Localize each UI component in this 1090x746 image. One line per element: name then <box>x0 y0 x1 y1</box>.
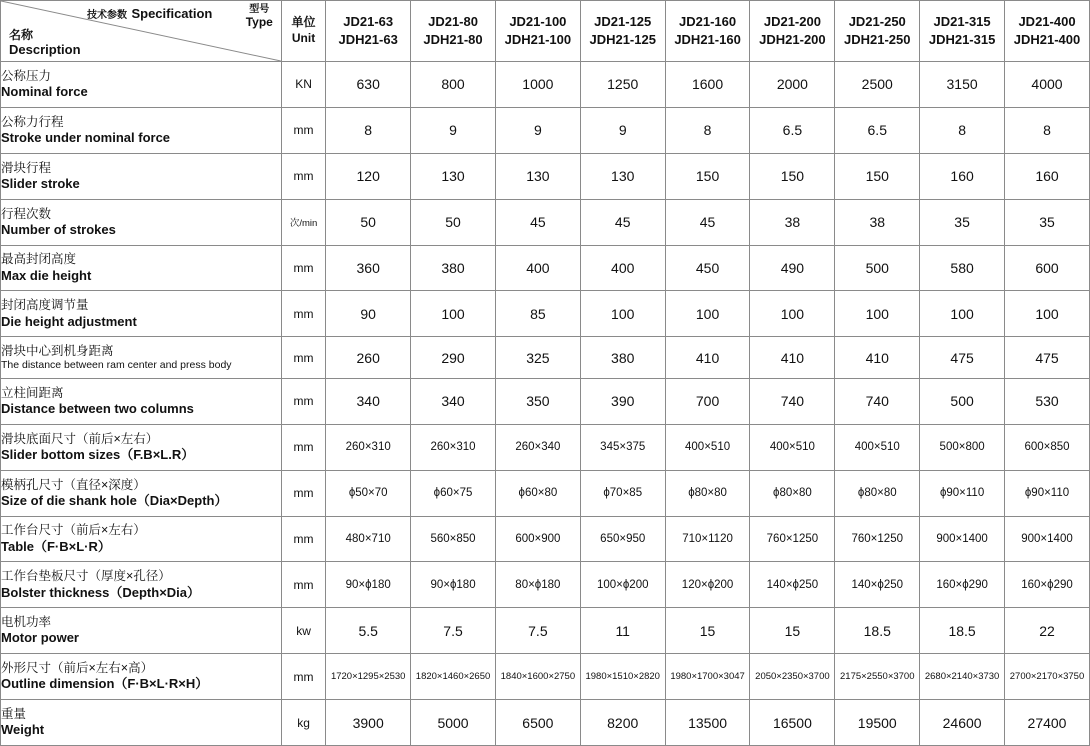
row-13-value-8: 18.5 <box>920 608 1005 654</box>
row-9-description-cn: 滑块底面尺寸（前后×左右） <box>1 431 159 446</box>
header-model-6 <box>750 1 835 62</box>
row-8-value-5: 700 <box>665 378 750 424</box>
row-12-value-2: 90×ϕ180 <box>411 562 496 608</box>
row-9-value-1: 260×310 <box>326 424 411 470</box>
row-2-value-7: 6.5 <box>835 107 920 153</box>
row-2-description-cn: 公称力行程 <box>1 114 64 129</box>
header-description-en: Description <box>9 42 81 58</box>
row-5-value-5: 450 <box>665 245 750 291</box>
row-12-value-4: 100×ϕ200 <box>580 562 665 608</box>
row-4-description <box>1 199 282 245</box>
row-11-value-9: 900×1400 <box>1005 516 1090 562</box>
row-11-description <box>1 516 282 562</box>
row-10-value-3: ϕ60×80 <box>495 470 580 516</box>
row-7-value-4: 380 <box>580 337 665 379</box>
row-12-description <box>1 562 282 608</box>
row-3-value-4: 130 <box>580 153 665 199</box>
row-10-value-4: ϕ70×85 <box>580 470 665 516</box>
row-5-value-7: 500 <box>835 245 920 291</box>
row-9-value-8: 500×800 <box>920 424 1005 470</box>
row-15-value-2: 5000 <box>411 700 496 746</box>
row-2-value-3: 9 <box>495 107 580 153</box>
row-11-value-4: 650×950 <box>580 516 665 562</box>
row-12-value-6: 140×ϕ250 <box>750 562 835 608</box>
row-2-unit: mm <box>281 107 325 153</box>
row-13-value-1: 5.5 <box>326 608 411 654</box>
header-model-1-line1: JD21-63 <box>343 14 394 30</box>
row-10-value-8: ϕ90×110 <box>920 470 1005 516</box>
row-8-value-8: 500 <box>920 378 1005 424</box>
header-model-8-line1: JD21-315 <box>933 14 991 30</box>
row-10-value-7: ϕ80×80 <box>835 470 920 516</box>
row-5-unit: mm <box>281 245 325 291</box>
row-10-description-en: Size of die shank hole（Dia×Depth） <box>1 492 228 508</box>
row-6-value-9: 100 <box>1005 291 1090 337</box>
row-8-value-1: 340 <box>326 378 411 424</box>
row-15-value-7: 19500 <box>835 700 920 746</box>
header-description-cell <box>1 1 282 62</box>
header-unit-en: Unit <box>291 31 316 45</box>
row-11-description-cn: 工作台尺寸（前后×左右） <box>1 523 146 538</box>
header-model-1-line2: JDH21-63 <box>338 32 398 47</box>
row-2-description <box>1 107 282 153</box>
row-6-value-6: 100 <box>750 291 835 337</box>
row-5-value-3: 400 <box>495 245 580 291</box>
table-header-row <box>1 1 1090 62</box>
row-1-value-6: 2000 <box>750 62 835 108</box>
header-type-en: Type <box>245 14 273 29</box>
row-6-value-3: 85 <box>495 291 580 337</box>
header-model-9 <box>1005 1 1090 62</box>
header-model-4 <box>580 1 665 62</box>
row-11-value-5: 710×1120 <box>665 516 750 562</box>
row-4-value-8: 35 <box>920 199 1005 245</box>
row-13-value-7: 18.5 <box>835 608 920 654</box>
row-6-unit: mm <box>281 291 325 337</box>
row-12-value-7: 140×ϕ250 <box>835 562 920 608</box>
row-6-value-1: 90 <box>326 291 411 337</box>
row-14-value-7: 2175×2550×3700 <box>835 654 920 700</box>
row-2-value-2: 9 <box>411 107 496 153</box>
header-model-2-line1: JD21-80 <box>428 14 478 30</box>
row-2-value-1: 8 <box>326 107 411 153</box>
row-3-description-en: Slider stroke <box>1 175 80 191</box>
row-2-value-5: 8 <box>665 107 750 153</box>
row-5-description <box>1 245 282 291</box>
table-row <box>1 199 1090 245</box>
row-1-description <box>1 62 282 108</box>
row-14-value-8: 2680×2140×3730 <box>920 654 1005 700</box>
row-14-unit: mm <box>281 654 325 700</box>
row-15-value-3: 6500 <box>495 700 580 746</box>
row-15-description <box>1 700 282 746</box>
table-row <box>1 337 1090 379</box>
table-row <box>1 107 1090 153</box>
row-10-unit: mm <box>281 470 325 516</box>
row-13-unit: kw <box>281 608 325 654</box>
row-15-unit: kg <box>281 700 325 746</box>
row-2-description-en: Stroke under nominal force <box>1 130 171 146</box>
row-10-value-2: ϕ60×75 <box>411 470 496 516</box>
row-9-unit: mm <box>281 424 325 470</box>
row-13-value-9: 22 <box>1005 608 1090 654</box>
row-10-description-cn: 模柄孔尺寸（直径×深度） <box>1 477 146 492</box>
row-14-value-6: 2050×2350×3700 <box>750 654 835 700</box>
row-3-value-7: 150 <box>835 153 920 199</box>
row-7-value-5: 410 <box>665 337 750 379</box>
header-type-label <box>246 4 273 29</box>
row-7-value-2: 290 <box>411 337 496 379</box>
row-14-value-4: 1980×1510×2820 <box>580 654 665 700</box>
row-1-description-en: Nominal force <box>1 84 88 100</box>
header-model-4-line2: JDH21-125 <box>589 32 656 47</box>
header-model-5 <box>665 1 750 62</box>
row-6-value-4: 100 <box>580 291 665 337</box>
row-15-value-8: 24600 <box>920 700 1005 746</box>
row-3-value-2: 130 <box>411 153 496 199</box>
row-11-value-1: 480×710 <box>326 516 411 562</box>
row-13-value-3: 7.5 <box>495 608 580 654</box>
row-7-description-en: The distance between ram center and press body <box>1 358 232 371</box>
row-1-value-4: 1250 <box>580 62 665 108</box>
row-9-value-9: 600×850 <box>1005 424 1090 470</box>
header-description-cn: 名称 <box>9 28 34 43</box>
header-model-5-line1: JD21-160 <box>679 14 737 30</box>
row-5-value-6: 490 <box>750 245 835 291</box>
row-9-value-3: 260×340 <box>495 424 580 470</box>
table-row <box>1 700 1090 746</box>
row-9-description-en: Slider bottom sizes（F.B×L.R） <box>1 446 195 462</box>
row-7-value-6: 410 <box>750 337 835 379</box>
row-8-value-7: 740 <box>835 378 920 424</box>
row-13-value-4: 11 <box>580 608 665 654</box>
header-unit-cell <box>281 1 325 62</box>
row-4-unit: 次/min <box>281 199 325 245</box>
row-15-description-cn: 重量 <box>1 706 27 721</box>
row-12-description-cn: 工作台垫板尺寸（厚度×孔径） <box>1 569 171 584</box>
row-4-value-9: 35 <box>1005 199 1090 245</box>
row-11-unit: mm <box>281 516 325 562</box>
row-7-value-1: 260 <box>326 337 411 379</box>
row-11-description-en: Table（F·B×L·R） <box>1 538 111 554</box>
table-row <box>1 424 1090 470</box>
header-model-3-line1: JD21-100 <box>509 14 567 30</box>
row-2-value-9: 8 <box>1005 107 1090 153</box>
row-12-value-1: 90×ϕ180 <box>326 562 411 608</box>
row-1-value-8: 3150 <box>920 62 1005 108</box>
row-10-description <box>1 470 282 516</box>
row-6-value-5: 100 <box>665 291 750 337</box>
row-1-value-7: 2500 <box>835 62 920 108</box>
row-6-value-7: 100 <box>835 291 920 337</box>
row-1-description-cn: 公称压力 <box>1 68 52 83</box>
header-model-6-line1: JD21-200 <box>763 14 821 30</box>
row-14-value-9: 2700×2170×3750 <box>1005 654 1090 700</box>
row-8-value-9: 530 <box>1005 378 1090 424</box>
table-row <box>1 470 1090 516</box>
row-5-value-8: 580 <box>920 245 1005 291</box>
table-row <box>1 608 1090 654</box>
row-3-value-9: 160 <box>1005 153 1090 199</box>
row-11-value-2: 560×850 <box>411 516 496 562</box>
row-6-description <box>1 291 282 337</box>
header-model-4-line1: JD21-125 <box>594 14 652 30</box>
row-4-description-cn: 行程次数 <box>1 206 52 221</box>
row-12-value-9: 160×ϕ290 <box>1005 562 1090 608</box>
table-row <box>1 562 1090 608</box>
row-13-description-cn: 电机功率 <box>1 615 52 630</box>
row-6-description-en: Die height adjustment <box>1 313 137 329</box>
table-row <box>1 62 1090 108</box>
row-5-value-9: 600 <box>1005 245 1090 291</box>
row-3-value-6: 150 <box>750 153 835 199</box>
header-model-9-line1: JD21-400 <box>1018 14 1076 30</box>
row-15-value-1: 3900 <box>326 700 411 746</box>
header-type-cn: 型号 <box>249 4 270 15</box>
row-3-description <box>1 153 282 199</box>
row-1-value-3: 1000 <box>495 62 580 108</box>
header-model-5-line2: JDH21-160 <box>674 32 741 47</box>
row-1-value-9: 4000 <box>1005 62 1090 108</box>
row-9-value-4: 345×375 <box>580 424 665 470</box>
header-model-7-line2: JDH21-250 <box>844 32 911 47</box>
row-15-value-9: 27400 <box>1005 700 1090 746</box>
row-4-value-7: 38 <box>835 199 920 245</box>
row-10-value-1: ϕ50×70 <box>326 470 411 516</box>
row-12-value-8: 160×ϕ290 <box>920 562 1005 608</box>
row-7-description-cn: 滑块中心到机身距离 <box>1 343 114 358</box>
row-11-value-7: 760×1250 <box>835 516 920 562</box>
row-14-value-3: 1840×1600×2750 <box>495 654 580 700</box>
header-model-1 <box>326 1 411 62</box>
row-12-description-en: Bolster thickness（Depth×Dia） <box>1 584 201 600</box>
row-4-value-6: 38 <box>750 199 835 245</box>
header-model-6-line2: JDH21-200 <box>759 32 826 47</box>
row-4-value-3: 45 <box>495 199 580 245</box>
header-specification-cn: 技术参数 <box>87 10 127 21</box>
row-15-value-5: 13500 <box>665 700 750 746</box>
row-4-value-4: 45 <box>580 199 665 245</box>
row-14-description-en: Outline dimension（F·B×L·R×H） <box>1 676 209 692</box>
row-8-value-4: 390 <box>580 378 665 424</box>
header-specification-en: Specification <box>131 6 213 21</box>
row-8-description-cn: 立柱间距离 <box>1 385 64 400</box>
row-13-value-2: 7.5 <box>411 608 496 654</box>
row-3-value-8: 160 <box>920 153 1005 199</box>
row-9-value-6: 400×510 <box>750 424 835 470</box>
row-14-value-2: 1820×1460×2650 <box>411 654 496 700</box>
header-model-8 <box>920 1 1005 62</box>
row-4-value-2: 50 <box>411 199 496 245</box>
table-row <box>1 291 1090 337</box>
row-8-value-2: 340 <box>411 378 496 424</box>
header-model-3-line2: JDH21-100 <box>504 32 572 47</box>
row-3-value-3: 130 <box>495 153 580 199</box>
row-4-description-en: Number of strokes <box>1 221 116 237</box>
row-7-unit: mm <box>281 337 325 379</box>
row-1-value-2: 800 <box>411 62 496 108</box>
table-row <box>1 378 1090 424</box>
row-2-value-6: 6.5 <box>750 107 835 153</box>
row-9-value-5: 400×510 <box>665 424 750 470</box>
row-11-value-3: 600×900 <box>495 516 580 562</box>
row-3-value-1: 120 <box>326 153 411 199</box>
row-11-value-8: 900×1400 <box>920 516 1005 562</box>
row-9-value-7: 400×510 <box>835 424 920 470</box>
table-row <box>1 654 1090 700</box>
row-9-value-2: 260×310 <box>411 424 496 470</box>
row-1-value-1: 630 <box>326 62 411 108</box>
row-7-description <box>1 337 282 379</box>
row-3-description-cn: 滑块行程 <box>1 160 52 175</box>
row-11-value-6: 760×1250 <box>750 516 835 562</box>
row-7-value-7: 410 <box>835 337 920 379</box>
row-10-value-9: ϕ90×110 <box>1005 470 1090 516</box>
table-row <box>1 516 1090 562</box>
row-15-description-en: Weight <box>1 722 45 738</box>
row-14-description-cn: 外形尺寸（前后×左右×高） <box>1 661 154 676</box>
row-4-value-5: 45 <box>665 199 750 245</box>
row-6-value-8: 100 <box>920 291 1005 337</box>
row-5-value-2: 380 <box>411 245 496 291</box>
row-7-value-8: 475 <box>920 337 1005 379</box>
header-model-9-line2: JDH21-400 <box>1013 32 1081 47</box>
header-model-7 <box>835 1 920 62</box>
row-5-description-cn: 最高封闭高度 <box>1 252 77 267</box>
row-8-value-3: 350 <box>495 378 580 424</box>
row-8-value-6: 740 <box>750 378 835 424</box>
row-3-unit: mm <box>281 153 325 199</box>
row-14-value-5: 1980×1700×3047 <box>665 654 750 700</box>
diagonal-split-box <box>1 1 281 61</box>
header-specification-label <box>87 5 212 23</box>
header-model-8-line2: JDH21-315 <box>928 32 996 47</box>
row-12-value-5: 120×ϕ200 <box>665 562 750 608</box>
row-4-value-1: 50 <box>326 199 411 245</box>
row-15-value-6: 16500 <box>750 700 835 746</box>
row-8-unit: mm <box>281 378 325 424</box>
row-9-description <box>1 424 282 470</box>
row-6-description-cn: 封闭高度调节量 <box>1 298 89 313</box>
row-8-description <box>1 378 282 424</box>
row-13-value-5: 15 <box>665 608 750 654</box>
header-model-7-line1: JD21-250 <box>848 14 906 30</box>
row-5-value-1: 360 <box>326 245 411 291</box>
row-12-value-3: 80×ϕ180 <box>495 562 580 608</box>
header-description-label <box>9 29 81 58</box>
header-model-3 <box>495 1 580 62</box>
row-14-description <box>1 654 282 700</box>
row-12-unit: mm <box>281 562 325 608</box>
row-1-unit: KN <box>281 62 325 108</box>
row-1-value-5: 1600 <box>665 62 750 108</box>
row-10-value-5: ϕ80×80 <box>665 470 750 516</box>
row-7-value-3: 325 <box>495 337 580 379</box>
row-6-value-2: 100 <box>411 291 496 337</box>
header-model-2-line2: JDH21-80 <box>423 32 483 47</box>
row-8-description-en: Distance between two columns <box>1 400 194 416</box>
row-14-value-1: 1720×1295×2530 <box>326 654 411 700</box>
row-15-value-4: 8200 <box>580 700 665 746</box>
row-2-value-4: 9 <box>580 107 665 153</box>
row-13-description-en: Motor power <box>1 630 79 646</box>
row-7-value-9: 475 <box>1005 337 1090 379</box>
row-3-value-5: 150 <box>665 153 750 199</box>
row-10-value-6: ϕ80×80 <box>750 470 835 516</box>
row-2-value-8: 8 <box>920 107 1005 153</box>
table-row <box>1 153 1090 199</box>
row-13-value-6: 15 <box>750 608 835 654</box>
row-5-description-en: Max die height <box>1 267 92 283</box>
table-row <box>1 245 1090 291</box>
header-model-2 <box>411 1 496 62</box>
row-5-value-4: 400 <box>580 245 665 291</box>
row-13-description <box>1 608 282 654</box>
header-unit-cn: 单位 <box>291 15 316 30</box>
